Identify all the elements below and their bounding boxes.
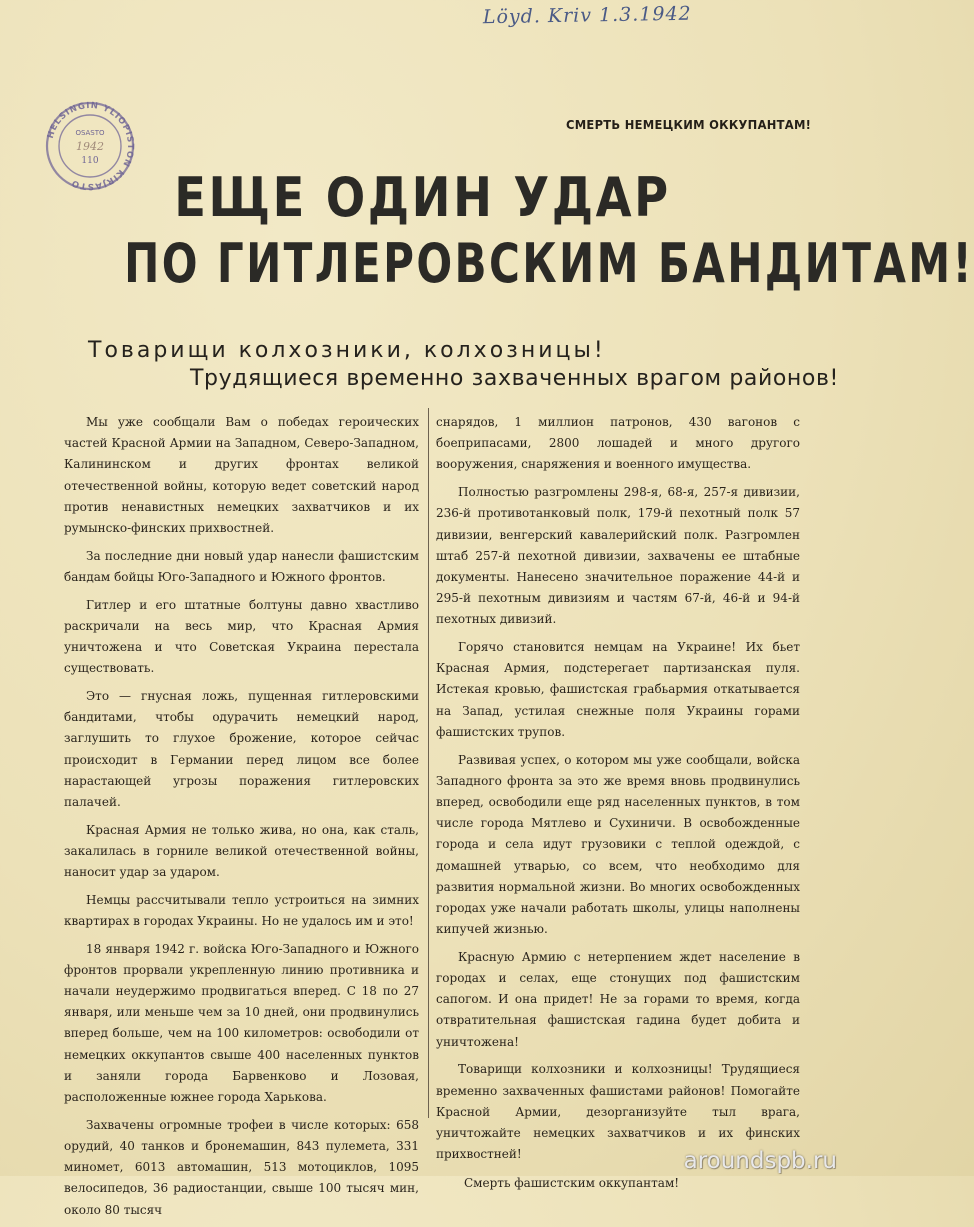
column-divider: [428, 408, 429, 1118]
paragraph: Красная Армия не только жива, но она, как сталь, закалилась в горниле великой отечественной войны, наносит удар за ударом.: [64, 822, 419, 880]
paragraph: Мы уже сообщали Вам о победах героических частей Красной Армии на Западном, Северо-Западном, Калининском и других фронтах великой отечественной войны, которую ведет советский народ против ненавистных немецких захватчиков и их румынско-финских прихвостней.: [64, 415, 419, 536]
headline-line1: ЕЩЕ ОДИН УДАР: [174, 166, 671, 229]
paragraph: Захвачены огромные трофеи в числе которых: 658 орудий, 40 танков и бронемашин, 843 пулемета, 331 миномет, 6013 автомашин, 513 мотоциклов, 1095 велосипедов, 36 радиостанции, свыше 100 тысяч мин, около 80 тысяч: [64, 1117, 419, 1217]
site-watermark: aroundspb.ru: [683, 1148, 837, 1174]
paragraph: Горячо становится немцам на Украине! Их бьет Красная Армия, подстерегает партизанская пуля. Истекая кровью, фашистская грабьармия откатывается на Запад, устилая снежные поля Украины горами фашистских трупов.: [436, 640, 800, 739]
stamp-ring-text: HELSINGIN YLIOPISTON KIRJASTO: [45, 100, 136, 192]
paragraph: Полностью разгромлены 298-я, 68-я, 257-я дивизии, 236-й противотанковый полк, 179-й пехотный полк 57 дивизии, венгерский кавалерийский полк. Разгромлен штаб 257-й пехотной дивизии, захвачены ее штабные документы. Нанесено значительное поражение 44-й и 295-й пехотным дивизиям и частям 67-й, 46-й и 94-й пехотных дивизий.: [436, 485, 800, 627]
paragraph: Гитлер и его штатные болтуны давно хвастливо раскричали на весь мир, что Красная Армия уничтожена и что Советская Украина перестала существовать.: [64, 597, 419, 676]
stamp-dept: OSASTO: [75, 129, 105, 137]
top-slogan: СМЕРТЬ НЕМЕЦКИМ ОККУПАНТАМ!: [566, 117, 812, 132]
stamp-code: 110: [81, 156, 99, 166]
subheadline-line2: Трудящиеся временно захваченных врагом районов!: [190, 366, 839, 391]
paragraph: Развивая успех, о котором мы уже сообщали, войска Западного фронта за это же время вновь продвинулись вперед, освободили еще ряд населенных пунктов, в том числе города Мятлево и Сухиничи. В освобожденные города и села идут грузовики с теплой одеждой, с домашней утварью, со всем, что необходимо для развития нормальной жизни. Во многих освобожденных городах уже начали работать школы, улицы наполнены кипучей жизнью.: [436, 752, 800, 937]
stamp-number: 1942: [76, 140, 104, 153]
paragraph: Немцы рассчитывали тепло устроиться на зимних квартирах в городах Украины. Но не удалось им и это!: [64, 892, 419, 928]
subheadline-line1: Товарищи колхозники, колхозницы!: [88, 338, 606, 363]
left-column: [64, 412, 419, 1227]
paragraph: Это — гнусная ложь, пущенная гитлеровскими бандитами, чтобы одурачить немецкий народ, заглушить то глухое брожение, которое сейчас происходит в Германии перед лицом все более нарастающей угрозы поражения гитлеровских палачей.: [64, 688, 419, 809]
headline-line2: ПО ГИТЛЕРОВСКИМ БАНДИТАМ!: [124, 232, 974, 295]
paragraph: Товарищи колхозники и колхозницы! Трудящиеся временно захваченных фашистами районов! Помогайте Красной Армии, дезорганизуйте тыл врага, уничтожайте немецких захватчиков и их финских прихвостней!: [436, 1062, 800, 1162]
paragraph: 18 января 1942 г. войска Юго-Западного и Южного фронтов прорвали укрепленную линию противника и начали неудержимо продвигаться вперед. С 18 по 27 января, или меньше чем за 10 дней, они продвинулись вперед больше, чем на 100 километров: освободили от немецких оккупантов свыше 400 населенных пунктов и заняли города Барвенково и Лозовая, расположенные южнее города Харькова.: [64, 941, 419, 1105]
handwritten-note: Löyd. Kriv 1.3.1942: [482, 2, 692, 29]
paragraph: За последние дни новый удар нанесли фашистским бандам бойцы Юго-Западного и Южного фронтов.: [64, 548, 419, 584]
closing-slogan: Смерть фашистским оккупантам!: [464, 1176, 680, 1191]
right-column: [436, 412, 800, 1201]
paragraph: Красную Армию с нетерпением ждет население в городах и селах, еще стонущих под фашистским сапогом. И она придет! Не за горами то время, когда отвратительная фашистская гадина будет добита и уничтожена!: [436, 949, 800, 1049]
paragraph: снарядов, 1 миллион патронов, 430 вагонов с боеприпасами, 2800 лошадей и много другого вооружения, снаряжения и военного имущества.: [436, 415, 800, 472]
